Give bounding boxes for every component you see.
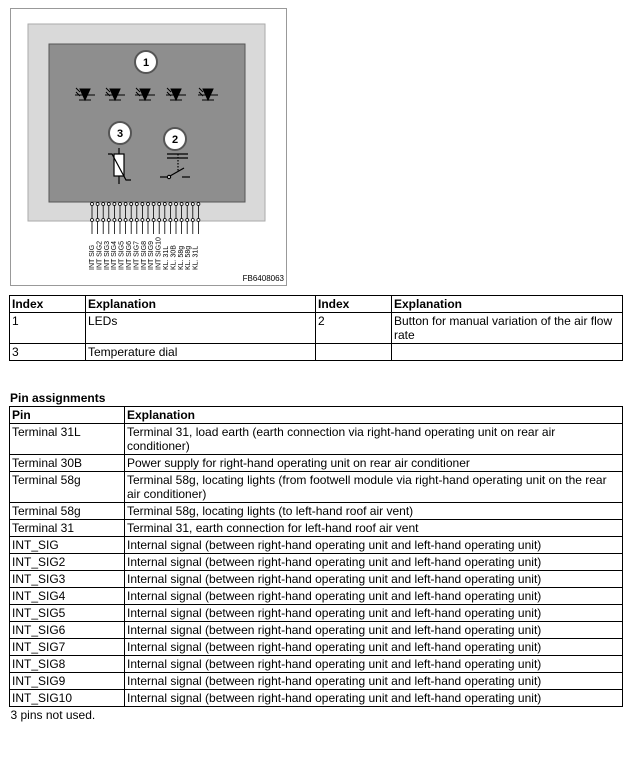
pin-row: [10, 520, 623, 537]
pin-row: [10, 656, 623, 673]
header-explanation: Explanation: [86, 296, 316, 313]
pin-cell: INT_SIG5: [10, 605, 125, 622]
pin-cell: INT_SIG: [10, 537, 125, 554]
explanation-cell: Internal signal (between right-hand operating unit and left-hand operating unit): [125, 690, 623, 707]
explanation-cell: Terminal 58g, locating lights (to left-hand roof air vent): [125, 503, 623, 520]
pin-cell: INT_SIG2: [10, 554, 125, 571]
pins-table-header: [10, 407, 623, 424]
pin-label: KL. 31L: [163, 245, 170, 270]
explanation-cell: Terminal 31, load earth (earth connection via right-hand operating unit on rear air conditioner): [125, 424, 623, 455]
pins-footnote: 3 pins not used.: [10, 708, 96, 722]
pin-label: KL. 58g: [177, 245, 185, 270]
pin-label: INT SIG10: [155, 237, 163, 270]
callout-3: [109, 122, 131, 144]
pin-cell: INT_SIG3: [10, 571, 125, 588]
header-pin: Pin: [10, 407, 125, 424]
pin-label: INT SIG4: [111, 240, 119, 270]
index-table-row: [10, 344, 623, 361]
svg-text:3: 3: [116, 128, 124, 140]
svg-text:1: 1: [142, 57, 150, 69]
pin-label: INT SIG7: [133, 240, 141, 270]
pin-cell: INT_SIG10: [10, 690, 125, 707]
pin-row: [10, 472, 623, 503]
pin-row: [10, 503, 623, 520]
pin-cell: Terminal 58g: [10, 472, 125, 503]
explanation-cell: Internal signal (between right-hand operating unit and left-hand operating unit): [125, 656, 623, 673]
pin-row: [10, 537, 623, 554]
pin-row: [10, 605, 623, 622]
pin-label: KL. 58g: [185, 245, 193, 270]
explanation-cell: Internal signal (between right-hand operating unit and left-hand operating unit): [125, 622, 623, 639]
pin-cell: Terminal 58g: [10, 503, 125, 520]
explanation-cell: Internal signal (between right-hand operating unit and left-hand operating unit): [125, 673, 623, 690]
pin-cell: INT_SIG6: [10, 622, 125, 639]
pin-label: INT SIG: [89, 244, 96, 270]
pin-cell: INT_SIG7: [10, 639, 125, 656]
pin-row: [10, 554, 623, 571]
index-table: [9, 295, 623, 361]
callout-1: [135, 51, 157, 73]
header-index: Index: [10, 296, 86, 313]
explanation-cell: [392, 344, 623, 361]
pin-cell: Terminal 31L: [10, 424, 125, 455]
explanation-cell: LEDs: [86, 313, 316, 344]
pin-cell: INT_SIG4: [10, 588, 125, 605]
explanation-cell: Terminal 58g, locating lights (from footwell module via right-hand operating unit on the rear air conditioner): [125, 472, 623, 503]
pin-row: [10, 571, 623, 588]
header-explanation: Explanation: [125, 407, 623, 424]
pin-cell: Terminal 31: [10, 520, 125, 537]
pin-label: INT SIG6: [126, 240, 133, 270]
pin-label: INT SIG5: [118, 240, 126, 270]
header-explanation: Explanation: [392, 296, 623, 313]
pin-row: [10, 639, 623, 656]
pin-row: [10, 673, 623, 690]
header-index: Index: [316, 296, 392, 313]
explanation-cell: Terminal 31, earth connection for left-hand roof air vent: [125, 520, 623, 537]
pin-label: KL. 30B: [170, 245, 178, 270]
pin-cell: INT_SIG9: [10, 673, 125, 690]
callout-2: [164, 128, 186, 150]
index-table-row: [10, 313, 623, 344]
explanation-cell: Internal signal (between right-hand operating unit and left-hand operating unit): [125, 639, 623, 656]
pin-label: INT SIG3: [103, 240, 111, 270]
explanation-cell: Button for manual variation of the air flow rate: [392, 313, 623, 344]
explanation-cell: Internal signal (between right-hand operating unit and left-hand operating unit): [125, 537, 623, 554]
index-cell: [316, 344, 392, 361]
explanation-cell: Internal signal (between right-hand operating unit and left-hand operating unit): [125, 554, 623, 571]
pin-row: [10, 455, 623, 472]
index-cell: 3: [10, 344, 86, 361]
figure-code: FB6408063: [242, 274, 284, 283]
pin-assignments-table: [9, 406, 623, 723]
pin-label: INT SIG2: [96, 240, 104, 270]
pins-footnote-row: [10, 707, 623, 724]
pin-label: INT SIG9: [148, 240, 156, 270]
explanation-cell: Internal signal (between right-hand operating unit and left-hand operating unit): [125, 605, 623, 622]
pin-row: [10, 588, 623, 605]
index-cell: 2: [316, 313, 392, 344]
pin-cell: INT_SIG8: [10, 656, 125, 673]
pin-cell: Terminal 30B: [10, 455, 125, 472]
pin-label: INT SIG8: [140, 240, 148, 270]
explanation-cell: Internal signal (between right-hand operating unit and left-hand operating unit): [125, 571, 623, 588]
pin-row: [10, 690, 623, 707]
pin-row: [10, 622, 623, 639]
pin-assignments-title: Pin assignments: [10, 391, 106, 405]
pin-label: KL. 31L: [192, 245, 200, 270]
explanation-cell: Power supply for right-hand operating unit on rear air conditioner: [125, 455, 623, 472]
index-cell: 1: [10, 313, 86, 344]
svg-text:2: 2: [171, 134, 179, 146]
explanation-cell: Internal signal (between right-hand operating unit and left-hand operating unit): [125, 588, 623, 605]
wiring-diagram: [10, 8, 287, 286]
index-table-header: [10, 296, 623, 313]
explanation-cell: Temperature dial: [86, 344, 316, 361]
pin-row: [10, 424, 623, 455]
